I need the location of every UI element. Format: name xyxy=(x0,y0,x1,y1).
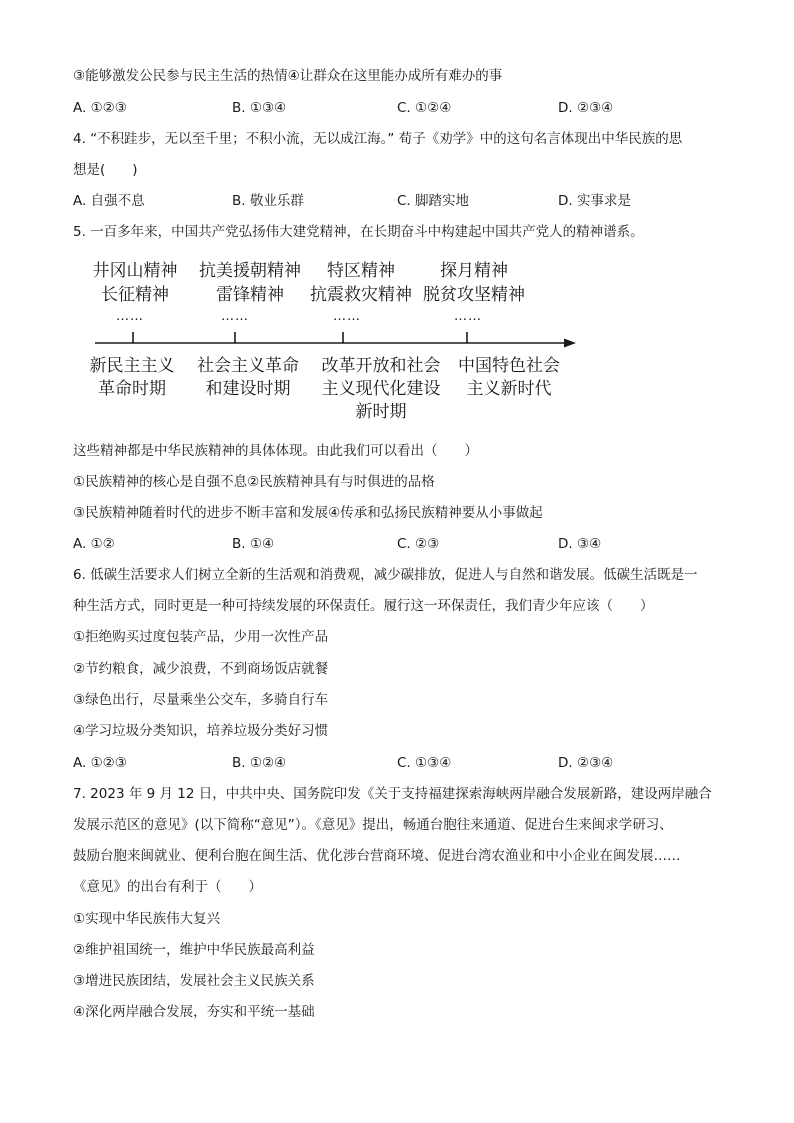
q5-intro: 5. 一百多年来，中国共产党弘扬伟大建党精神，在长期奋斗中构建起中国共产党人的精神谱系。 xyxy=(73,224,644,240)
timeline-spirit-2-line2: 雷锋精神 xyxy=(216,285,284,305)
timeline-spirit-1-line1: 井冈山精神 xyxy=(92,261,178,281)
q6-statement-3: ③绿色出行，尽量乘坐公交车，多骑自行车 xyxy=(73,692,329,708)
q6-stem-line1: 6. 低碳生活要求人们树立全新的生活观和消费观，减少碳排放，促进人与自然和谐发展。低碳生活既是一 xyxy=(73,567,698,583)
q7-stem-line2: 发展示范区的意见》(以下简称“意见”）。《意见》提出，畅通台胞往来通道、促进台生来闽求学研习、 xyxy=(73,817,673,833)
q6-option-b[interactable]: B. ①②④ xyxy=(232,755,287,771)
timeline-period-3-line2: 主义现代化建设 xyxy=(321,379,441,399)
q7-stem-line4: 《意见》的出台有利于（ ） xyxy=(73,879,262,895)
timeline-ellipsis-2: …… xyxy=(221,309,249,324)
q4-stem-line2: 想是( ) xyxy=(73,162,138,178)
q5-option-d[interactable]: D. ③④ xyxy=(558,536,602,552)
q7-statement-1: ①实现中华民族伟大复兴 xyxy=(73,911,221,927)
q3-option-a[interactable]: A. ①②③ xyxy=(73,100,127,116)
timeline-period-4-line2: 主义新时代 xyxy=(466,379,552,399)
q3-statement-line: ③能够激发公民参与民主生活的热情④让群众在这里能办成所有难办的事 xyxy=(73,68,503,84)
q5-option-a[interactable]: A. ①② xyxy=(73,536,115,552)
q3-option-b[interactable]: B. ①③④ xyxy=(232,100,287,116)
q4-option-a[interactable]: A. 自强不息 xyxy=(73,193,145,209)
timeline-spirit-1-line2: 长征精神 xyxy=(101,285,169,305)
timeline-ellipsis-1: …… xyxy=(116,309,144,324)
timeline-period-4-line1: 中国特色社会 xyxy=(458,356,560,376)
q6-statement-4: ④学习垃圾分类知识，培养垃圾分类好习惯 xyxy=(73,723,329,739)
timeline-ellipsis-3: …… xyxy=(333,309,361,324)
timeline-period-2-line1: 社会主义革命 xyxy=(197,356,299,376)
timeline-ellipsis-4: …… xyxy=(454,309,482,324)
timeline-spirit-3-line1: 特区精神 xyxy=(327,261,395,281)
timeline-period-3-line1: 改革开放和社会 xyxy=(321,356,441,376)
q6-option-d[interactable]: D. ②③④ xyxy=(558,755,614,771)
timeline-period-3-line3: 新时期 xyxy=(355,402,407,422)
q7-statement-3: ③增进民族团结，发展社会主义民族关系 xyxy=(73,973,315,989)
q5-stem: 这些精神都是中华民族精神的具体体现。由此我们可以看出（ ） xyxy=(73,443,478,459)
timeline-spirit-4-line1: 探月精神 xyxy=(440,261,508,281)
q4-option-c[interactable]: C. 脚踏实地 xyxy=(397,193,470,209)
timeline-spirit-2-line1: 抗美援朝精神 xyxy=(199,261,301,281)
timeline-spirit-3-line2: 抗震救灾精神 xyxy=(310,285,412,305)
timeline-period-1-line2: 革命时期 xyxy=(98,379,166,399)
q5-statements-2: ③民族精神随着时代的进步不断丰富和发展④传承和弘扬民族精神要从小事做起 xyxy=(73,505,543,521)
timeline-period-1-line1: 新民主主义 xyxy=(89,356,175,376)
q5-option-b[interactable]: B. ①④ xyxy=(232,536,275,552)
q4-option-b[interactable]: B. 敬业乐群 xyxy=(232,193,304,209)
timeline-period-2-line2: 和建设时期 xyxy=(205,379,291,399)
timeline-spirit-4-line2: 脱贫攻坚精神 xyxy=(423,285,525,305)
q6-option-c[interactable]: C. ①③④ xyxy=(397,755,452,771)
timeline-arrow-head xyxy=(564,339,576,348)
q7-statement-4: ④深化两岸融合发展，夯实和平统一基础 xyxy=(73,1004,315,1020)
q3-option-d[interactable]: D. ②③④ xyxy=(558,100,614,116)
q7-stem-line3: 鼓励台胞来闽就业、便利台胞在闽生活、优化涉台营商环境、促进台湾农渔业和中小企业在闽发展…… xyxy=(73,848,681,864)
q3-option-c[interactable]: C. ①②④ xyxy=(397,100,452,116)
q5-statements-1: ①民族精神的核心是自强不息②民族精神具有与时俱进的品格 xyxy=(73,474,435,490)
q6-option-a[interactable]: A. ①②③ xyxy=(73,755,127,771)
q5-option-c[interactable]: C. ②③ xyxy=(397,536,440,552)
q6-statement-2: ②节约粮食，减少浪费，不到商场饭店就餐 xyxy=(73,661,329,677)
q6-stem-line2: 种生活方式，同时更是一种可持续发展的环保责任。履行这一环保责任，我们青少年应该（ ） xyxy=(73,598,654,614)
q7-stem-line1: 7. 2023 年 9 月 12 日，中共中央、国务院印发《关于支持福建探索海峡两岸融合发展新路，建设两岸融合 xyxy=(73,786,712,802)
q7-statement-2: ②维护祖国统一，维护中华民族最高利益 xyxy=(73,942,315,958)
q4-stem-line1: 4. “不积跬步，无以至千里；不积小流，无以成江海。” 荀子《劝学》中的这句名言体现出中华民族的思 xyxy=(73,131,683,147)
q6-statement-1: ①拒绝购买过度包装产品，少用一次性产品 xyxy=(73,629,329,645)
q4-option-d[interactable]: D. 实事求是 xyxy=(558,193,631,209)
